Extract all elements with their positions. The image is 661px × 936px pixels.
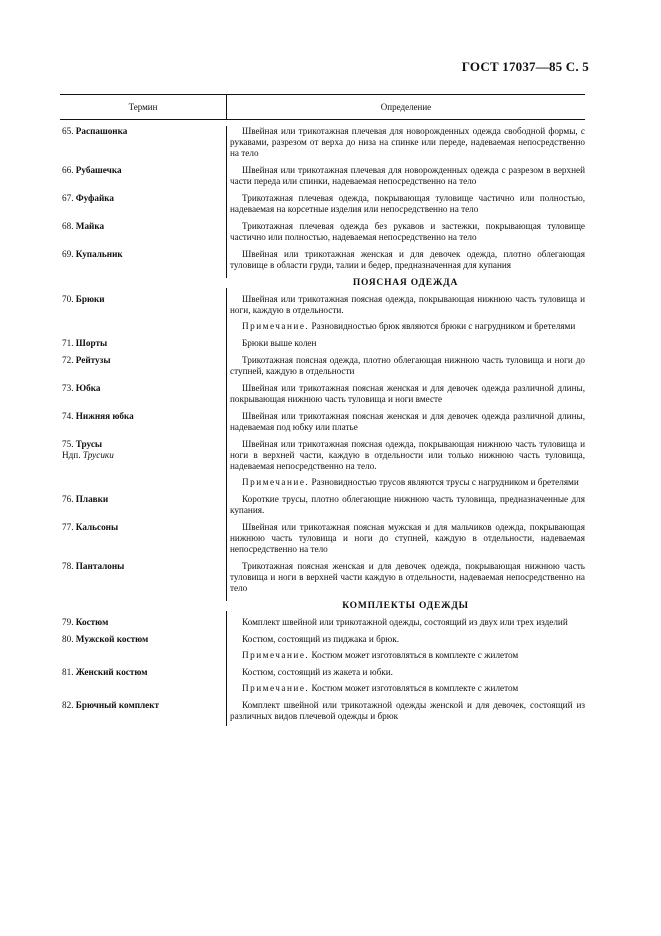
- definition-note: [230, 477, 585, 488]
- term-cell: [60, 522, 226, 555]
- definition-text: Швейная или трикотажная поясная мужская и для мальчиков одежда, покрывающая нижнюю часть туловища и ноги до ступней, каждую в отдельности, надеваемая непосредственно на тело: [230, 522, 585, 554]
- term-row: [60, 249, 585, 271]
- definition-text: Швейная или трикотажная женская и для девочек одежда, плотно облегающая туловище в области груди, талии и бедер, предназначенная для купания: [230, 249, 585, 270]
- definition-cell: [226, 294, 585, 332]
- term-cell: [60, 700, 226, 722]
- table-header: [60, 94, 585, 120]
- term-number: 78.: [62, 561, 74, 571]
- section-heading: [60, 601, 585, 611]
- definition-cell: [226, 667, 585, 694]
- term-number: 80.: [62, 634, 74, 644]
- term-name: Женский костюм: [75, 667, 148, 677]
- section-title: ПОЯСНАЯ ОДЕЖДА: [352, 278, 459, 288]
- term-number: 82.: [62, 700, 74, 710]
- term-number: 81.: [62, 667, 74, 677]
- term-name: Брюки: [75, 294, 105, 304]
- term-cell: [60, 667, 226, 694]
- term-row: [60, 561, 585, 594]
- definition-cell: [226, 338, 585, 349]
- term-name: Фуфайка: [75, 193, 115, 203]
- definition-cell: [226, 494, 585, 516]
- note-text: Разновидностью брюк являются брюки с нагрудником и бретелями: [311, 321, 576, 331]
- definition-cell: [226, 221, 585, 243]
- page-header: ГОСТ 17037—85 С. 5: [461, 59, 589, 74]
- term-cell: [60, 355, 226, 377]
- term-number: 66.: [62, 165, 74, 175]
- definition-text: Комплект швейной или трикотажной одежды женской и для девочек, состоящий из различных видов плечевой одежды и брюк: [230, 700, 585, 721]
- term-name: Шорты: [75, 338, 108, 348]
- term-cell: [60, 617, 226, 628]
- definition-text: Трикотажная плечевая одежда, покрывающая туловище частично или полностью, надеваемая на корсетные изделия или непосредственно на тело: [230, 193, 585, 214]
- term-number: 71.: [62, 338, 74, 348]
- term-name: Кальсоны: [75, 522, 119, 532]
- term-name: Брючный комплект: [75, 700, 160, 710]
- term-row: [60, 667, 585, 694]
- note-label: Примечание.: [242, 321, 310, 331]
- term-name: Майка: [75, 221, 105, 231]
- definition-cell: [226, 634, 585, 661]
- term-row: [60, 165, 585, 187]
- term-number: 79.: [62, 617, 74, 627]
- term-row: [60, 617, 585, 628]
- section-heading: [60, 278, 585, 288]
- term-number: 72.: [62, 355, 74, 365]
- term-row: [60, 126, 585, 159]
- term-cell: [60, 383, 226, 405]
- term-name: Мужской костюм: [75, 634, 149, 644]
- term-row: [60, 193, 585, 215]
- column-header-definition: Определение: [380, 102, 432, 112]
- term-cell: [60, 634, 226, 661]
- definition-text: Комплект швейной или трикотажной одежды, состоящий из двух или трех изделий: [242, 617, 568, 627]
- definition-text: Швейная или трикотажная плечевая для новорожденных одежда с разрезом в верхней части переда или спинки, надеваемая непосредственно на тело: [230, 165, 585, 186]
- definition-text: Костюм, состоящий из жакета и юбки.: [242, 667, 393, 677]
- term-name: Купальник: [75, 249, 123, 259]
- term-cell: [60, 494, 226, 516]
- term-name: Рейтузы: [75, 355, 111, 365]
- definition-note: [230, 321, 585, 332]
- term-cell: [60, 439, 226, 488]
- column-divider: [226, 126, 227, 726]
- term-cell: [60, 165, 226, 187]
- definition-cell: [226, 617, 585, 628]
- definition-cell: [226, 355, 585, 377]
- term-row: [60, 411, 585, 433]
- term-number: 67.: [62, 193, 74, 203]
- definition-text: Швейная или трикотажная поясная женская и для девочек одежда различной длины, надеваемая под юбку или платье: [230, 411, 585, 432]
- term-number: 68.: [62, 221, 74, 231]
- term-row: [60, 700, 585, 722]
- definition-cell: [226, 439, 585, 488]
- definition-text: Швейная или трикотажная плечевая для новорожденных одежда свободной формы, с рукавами, разрезом от верха до низа на спинке или переде, надеваемая непосредственно на тело: [230, 126, 585, 158]
- term-name: Юбка: [75, 383, 101, 393]
- term-number: 70.: [62, 294, 74, 304]
- term-number: 74.: [62, 411, 74, 421]
- term-cell: [60, 249, 226, 271]
- term-row: [60, 294, 585, 332]
- definition-text: Трикотажная поясная женская и для девочек одежда, покрывающая нижнюю часть туловища и ноги в верхней части каждую в отдельности, надеваемая непосредственно на тело: [230, 561, 585, 593]
- terms-table: [60, 94, 585, 722]
- definition-note: [230, 650, 585, 661]
- term-row: [60, 494, 585, 516]
- term-name: Распашонка: [75, 126, 128, 136]
- term-number: 76.: [62, 494, 74, 504]
- definition-cell: [226, 383, 585, 405]
- term-row: [60, 383, 585, 405]
- note-text: Костюм может изготовляться в комплекте с жилетом: [311, 650, 519, 660]
- definition-text: Швейная или трикотажная поясная одежда, покрывающая нижнюю часть туловища и ноги в верхней части, каждую в отдельности или только нижнюю часть туловища, надеваемая непосредственно на тело.: [230, 439, 585, 471]
- term-row: [60, 439, 585, 488]
- term-cell: [60, 338, 226, 349]
- definition-text: Костюм, состоящий из пиджака и брюк.: [242, 634, 400, 644]
- term-cell: [60, 126, 226, 159]
- definition-text: Брюки выше колен: [242, 338, 317, 348]
- term-cell: [60, 221, 226, 243]
- note-label: Примечание.: [242, 477, 310, 487]
- note-text: Разновидностью трусов являются трусы с нагрудником и бретелями: [311, 477, 579, 487]
- term-name: Плавки: [75, 494, 109, 504]
- definition-cell: [226, 249, 585, 271]
- definition-cell: [226, 700, 585, 722]
- definition-text: Швейная или трикотажная поясная одежда, покрывающая нижнюю часть туловища и ноги, каждую в отдельности.: [230, 294, 585, 315]
- term-row: [60, 221, 585, 243]
- term-alt-word: Трусики: [82, 450, 114, 460]
- term-alt-prefix: Ндп.: [62, 450, 81, 460]
- term-cell: [60, 193, 226, 215]
- definition-cell: [226, 561, 585, 594]
- term-cell: [60, 294, 226, 332]
- term-name: Нижняя юбка: [75, 411, 134, 421]
- term-name: Панталоны: [75, 561, 125, 571]
- term-name: Рубашечка: [75, 165, 122, 175]
- column-header-term: Термин: [60, 95, 227, 119]
- definition-text: Короткие трусы, плотно облегающие нижнюю часть туловища, предназначенные для купания.: [230, 494, 585, 515]
- note-label: Примечание.: [242, 650, 310, 660]
- term-cell: [60, 561, 226, 594]
- term-row: [60, 634, 585, 661]
- term-number: 65.: [62, 126, 74, 136]
- definition-cell: [226, 126, 585, 159]
- definition-text: Трикотажная плечевая одежда без рукавов и застежки, покрывающая туловище частично или полностью, надеваемая непосредственно на тело: [230, 221, 585, 242]
- term-number: 69.: [62, 249, 74, 259]
- definition-text: Швейная или трикотажная поясная женская и для девочек одежда различной длины, покрывающая нижнюю часть туловища и ноги вместе: [230, 383, 585, 404]
- term-number: 77.: [62, 522, 74, 532]
- term-name: Трусы: [75, 439, 103, 449]
- term-row: [60, 338, 585, 349]
- note-text: Костюм может изготовляться в комплекте с жилетом: [311, 683, 519, 693]
- note-label: Примечание.: [242, 683, 310, 693]
- term-number: 73.: [62, 383, 74, 393]
- definition-cell: [226, 411, 585, 433]
- term-cell: [60, 411, 226, 433]
- definition-text: Трикотажная поясная одежда, плотно облегающая нижнюю часть туловища и ноги до ступней, каждую в отдельности: [230, 355, 585, 376]
- term-row: [60, 522, 585, 555]
- term-number: 75.: [62, 439, 74, 449]
- definition-cell: [226, 165, 585, 187]
- definition-cell: [226, 522, 585, 555]
- definition-cell: [226, 193, 585, 215]
- definition-note: [230, 683, 585, 694]
- section-title: КОМПЛЕКТЫ ОДЕЖДЫ: [342, 601, 469, 611]
- term-row: [60, 355, 585, 377]
- table-body: [60, 126, 585, 722]
- term-name: Костюм: [75, 617, 109, 627]
